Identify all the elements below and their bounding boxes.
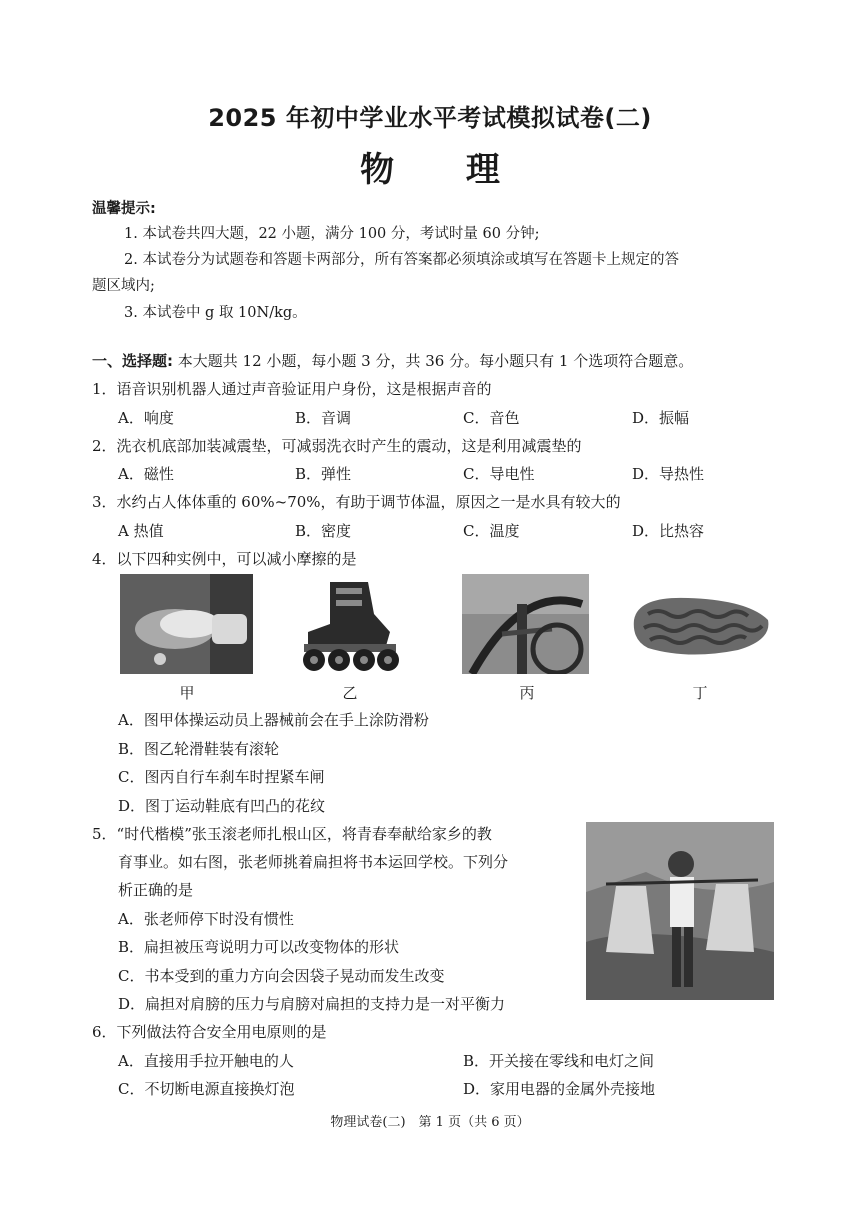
q6-option-c: C．不切断电源直接换灯泡 (118, 1080, 295, 1098)
q3-option-b: B．密度 (295, 522, 352, 540)
question-2: 2．洗衣机底部加装减震垫，可减弱洗衣时产生的震动，这是利用减震垫的 (92, 437, 582, 455)
question-4: 4．以下四种实例中，可以减小摩擦的是 (92, 550, 357, 568)
tips-heading: 温馨提示: (92, 201, 156, 217)
section-desc: 本大题共 12 小题，每小题 3 分，共 36 分。每小题只有 1 个选项符合题意。 (177, 352, 694, 370)
question-5-line-1: 5．“时代楷模”张玉滚老师扎根山区，将青春奉献给家乡的教 (92, 825, 492, 843)
q4-option-b: B．图乙轮滑鞋装有滚轮 (118, 740, 280, 758)
q2-option-d: D．导热性 (632, 465, 705, 483)
section-header (92, 350, 693, 371)
q1-option-c: C．音色 (463, 409, 520, 427)
inline-skate-image (290, 574, 408, 674)
q2-option-a: A．磁性 (118, 465, 174, 483)
q2-option-b: B．弹性 (295, 465, 352, 483)
q1-option-b: B．音调 (295, 409, 352, 427)
question-3: 3．水约占人体体重的 60%~70%，有助于调节体温，原因之一是水具有较大的 (92, 493, 621, 511)
q1-option-a: A．响度 (118, 409, 174, 427)
q5-option-d: D．扁担对肩膀的压力与肩膀对扁担的支持力是一对平衡力 (118, 995, 506, 1013)
q4-option-a: A．图甲体操运动员上器械前会在手上涂防滑粉 (118, 711, 429, 729)
q3-option-d: D．比热容 (632, 522, 705, 540)
q5-option-c: C．书本受到的重力方向会因袋子晃动而发生改变 (118, 967, 445, 985)
exam-title: 2025 年初中学业水平考试模拟试卷(二) (208, 104, 652, 132)
page-footer: 物理试卷(二) 第 1 页（共 6 页） (330, 1115, 530, 1130)
tip-2-cont: 题区域内; (92, 278, 155, 294)
q5-option-a: A．张老师停下时没有惯性 (118, 910, 294, 928)
q2-option-c: C．导电性 (463, 465, 535, 483)
q4-option-c: C．图丙自行车刹车时捏紧车闸 (118, 768, 325, 786)
q6-option-d: D．家用电器的金属外壳接地 (463, 1080, 656, 1098)
q3-option-a: A 热值 (118, 522, 164, 540)
q6-option-b: B．开关接在零线和电灯之间 (463, 1052, 655, 1070)
subject-title: 物 理 (360, 150, 530, 190)
tip-1: 1. 本试卷共四大题，22 小题，满分 100 分，考试时量 60 分钟; (124, 226, 540, 242)
question-5-line-3: 析正确的是 (118, 881, 194, 899)
caption-bing: 丙 (519, 684, 535, 702)
caption-jia: 甲 (179, 684, 195, 702)
q4-option-d: D．图丁运动鞋底有凹凸的花纹 (118, 797, 326, 815)
tip-3: 3. 本试卷中 g 取 10N/kg。 (124, 305, 307, 321)
tip-2: 2. 本试卷分为试题卷和答题卡两部分，所有答案都必须填涂或填写在答题卡上规定的答 (124, 252, 679, 268)
q3-option-c: C．温度 (463, 522, 520, 540)
q6-option-a: A．直接用手拉开触电的人 (118, 1052, 294, 1070)
caption-ding: 丁 (692, 684, 708, 702)
gymnast-chalk-hands-image (120, 574, 253, 674)
q1-option-d: D．振幅 (632, 409, 690, 427)
question-1: 1．语音识别机器人通过声音验证用户身份，这是根据声音的 (92, 380, 492, 398)
teacher-carrying-pole-image (586, 822, 774, 1000)
bicycle-brake-image (462, 574, 589, 674)
section-title: 一、选择题: (92, 352, 173, 370)
question-6: 6．下列做法符合安全用电原则的是 (92, 1023, 327, 1041)
question-5-line-2: 育事业。如右图，张老师挑着扁担将书本运回学校。下列分 (118, 853, 509, 871)
caption-yi: 乙 (342, 684, 358, 702)
q5-option-b: B．扁担被压弯说明力可以改变物体的形状 (118, 938, 400, 956)
shoe-sole-image (628, 590, 773, 665)
